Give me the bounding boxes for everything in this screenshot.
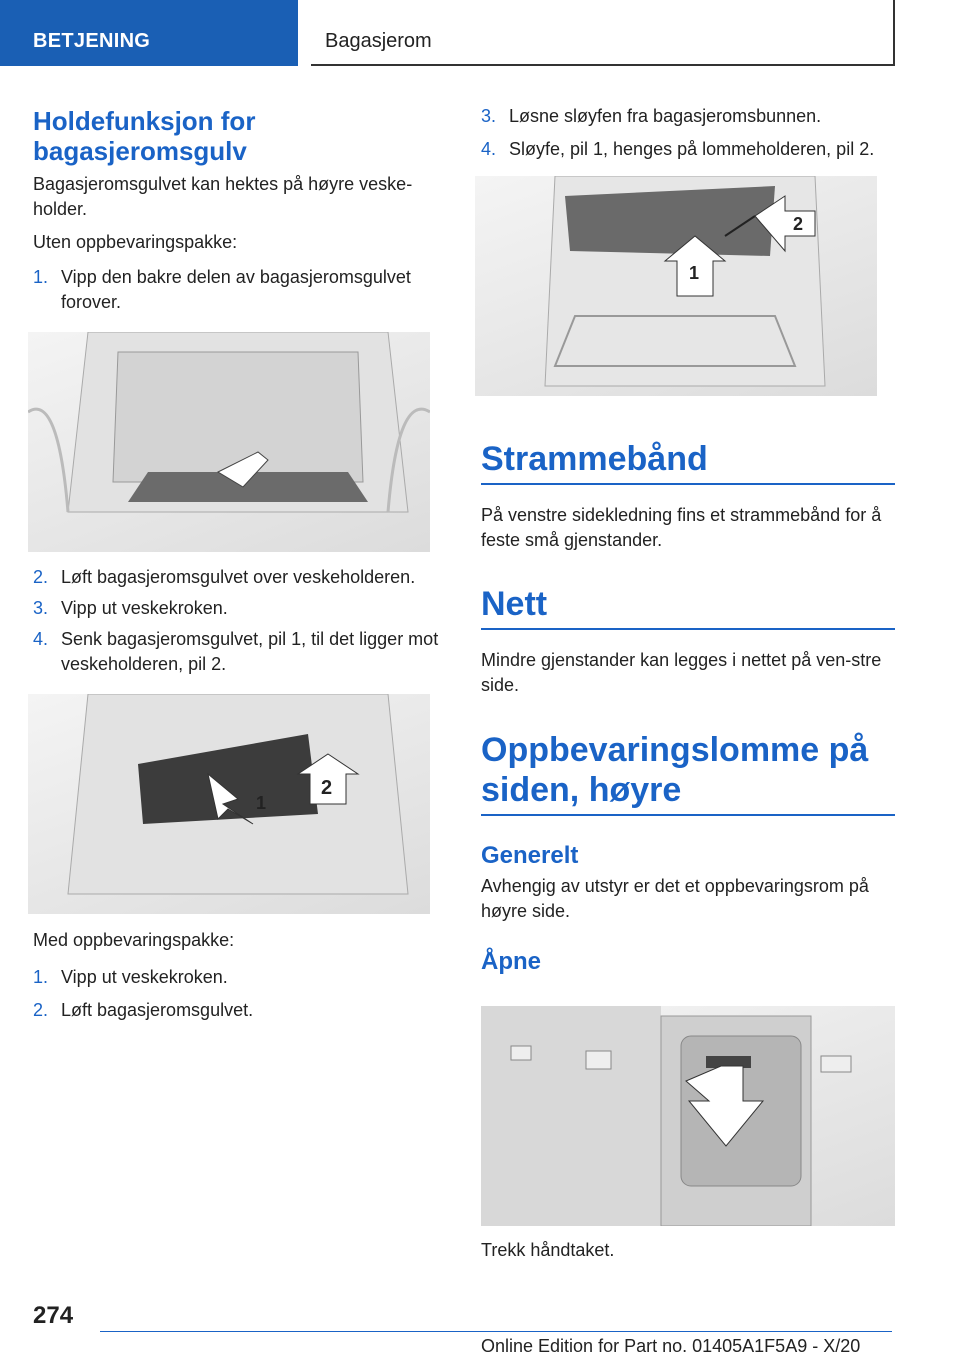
chapter-label: Bagasjerom [325,30,432,52]
list-item: 4. Sløyfe, pil 1, henges på lommeholderen, pil 2. [481,139,875,159]
right-column-top [481,104,901,162]
heading-holdefunksjon: Holdefunksjon for bagasjeromsgulv [33,106,256,166]
generelt-text: Avhengig av utstyr er det et oppbevaringsrom på høyre side. [481,876,869,921]
list-item: 2. Løft bagasjeromsgulvet over veskeholderen. [33,567,416,587]
trunk-illustration-3 [475,176,877,396]
trunk-illustration-2 [28,694,430,914]
heading-generelt: Generelt [481,842,579,869]
chapter-header [311,0,895,66]
section-lomme [481,730,895,816]
caption-block [481,1238,895,1263]
trunk-loop-image [475,176,877,396]
with-package-label: Med oppbevaringspakke: [33,930,235,950]
strammebaand-text: På venstre sidekledning fins et strammebånd for å feste små gjenstander. [481,505,882,550]
list-item: 3. Løsne sløyfen fra bagasjeromsbunnen. [481,106,822,126]
nett-text: Mindre gjenstander kan legges i nettet på ven-stre side. [481,650,882,695]
heading-nett: Nett [481,585,548,623]
left-column-mid [33,565,443,677]
intro-text: Bagasjeromsgulvet kan hektes på høyre veske-holder. [33,174,413,219]
pocket-illustration [481,1006,895,1226]
list-item: 1. Vipp ut veskekroken. [33,967,228,987]
arrow-label-2: 2 [793,214,804,234]
heading-lomme: Oppbevaringslomme på siden, høyre [481,731,869,809]
section-tab [0,0,298,66]
trunk-floor-image-1 [28,332,430,552]
without-package-label: Uten oppbevaringspakke: [33,232,238,252]
list-item: 1. Vipp den bakre delen av bagasjeromsgulvet forover. [33,267,411,312]
heading-strammebaand: Strammebånd [481,440,708,478]
footer-edition: Online Edition for Part no. 01405A1F5A9 - X/20 [481,1336,861,1356]
side-pocket-image [481,1006,895,1226]
list-item: 3. Vipp ut veskekroken. [33,598,228,618]
trunk-illustration-1 [28,332,430,552]
arrow-label-1: 1 [689,263,700,283]
trunk-floor-image-2 [28,694,430,914]
page-number: 274 [33,1302,74,1329]
list-item: 4. Senk bagasjeromsgulvet, pil 1, til det ligger mot veskeholderen, pil 2. [33,629,439,674]
section-nett [481,585,895,630]
heading-aapne: Åpne [481,948,541,975]
right-column-sections [481,440,895,976]
arrow-label-2: 2 [321,777,333,799]
left-column-top [33,106,438,315]
left-column-bottom [33,928,443,1023]
caption-text: Trekk håndtaket. [481,1240,615,1260]
footer-rule [100,1331,892,1332]
list-item: 2. Løft bagasjeromsgulvet. [33,1000,254,1020]
steps-list-a [33,265,438,315]
section-label: BETJENING [33,30,151,52]
steps-list-c [33,965,443,1023]
section-strammebaand [481,440,895,485]
arrow-label-1: 1 [256,793,267,813]
